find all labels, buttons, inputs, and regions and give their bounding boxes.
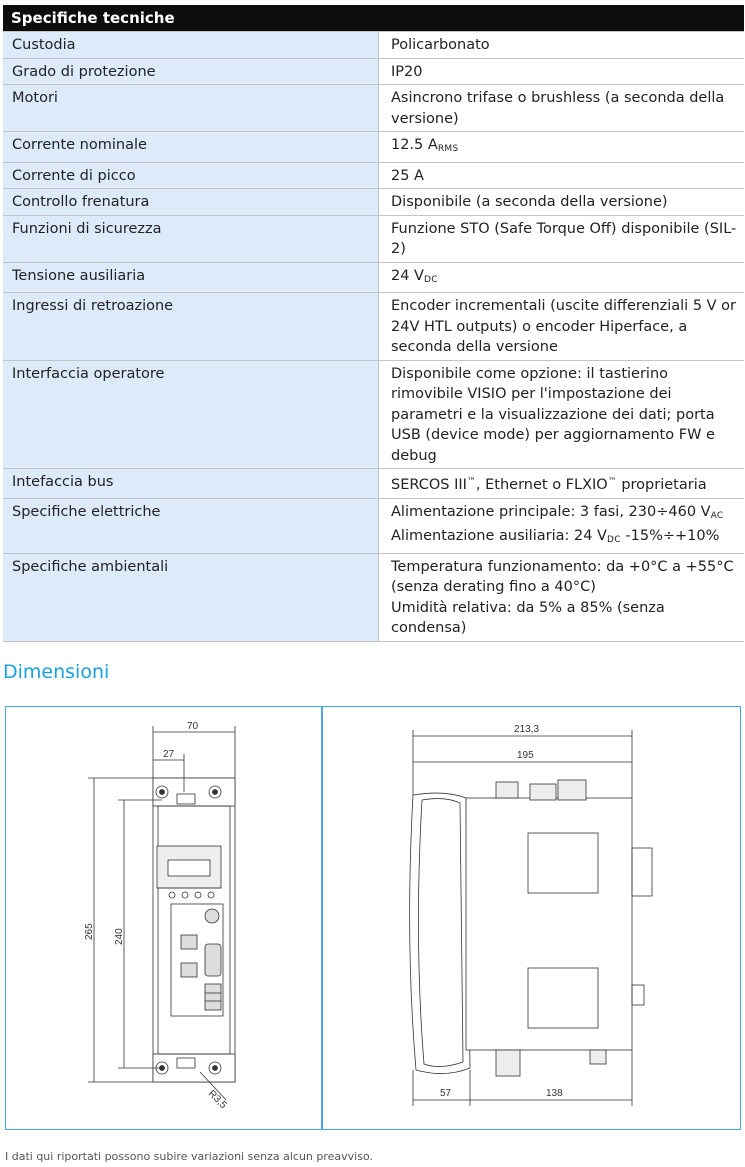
spec-label: Controllo frenatura (3, 189, 379, 216)
screw-icon (160, 790, 165, 795)
side-body-outline (466, 798, 632, 1050)
dim-label-rear-depth: 138 (546, 1088, 563, 1099)
spec-label: Ingressi di retroazione (3, 293, 379, 361)
spec-value: Policarbonato (379, 32, 745, 59)
screw-icon (213, 1066, 218, 1071)
keypad-screen (168, 860, 210, 876)
dim-label-mount-height: 240 (114, 928, 125, 945)
spec-value: Disponibile (a seconda della versione) (379, 189, 745, 216)
spec-value: 25 A (379, 162, 745, 189)
bottom-connector-icon (590, 1050, 606, 1064)
dim-label-offset: 27 (163, 749, 175, 760)
top-connector-icon (558, 780, 586, 800)
trademark-mark: ™ (607, 477, 617, 487)
value-subscript: DC (606, 535, 621, 545)
spec-value: Asincrono trifase o brushless (a seconda della versione) (379, 85, 745, 132)
spec-label: Motori (3, 85, 379, 132)
spec-value: Encoder incrementali (uscite differenziali 5 V or 24V HTL outputs) o encoder Hiperface, a seconda della versione (379, 293, 745, 361)
spec-value: Funzione STO (Safe Torque Off) disponibile (SIL-2) (379, 215, 745, 262)
value-subscript: AC (710, 510, 724, 521)
ethernet-port-icon (181, 963, 197, 977)
spec-label: Custodia (3, 32, 379, 59)
top-bracket (153, 778, 235, 806)
spec-value: Disponibile come opzione: il tastierino rimovibile VISIO per l'impostazione dei parametri e la visualizzazione dei dati; porta USB (device mode) per aggiornamento FW e debug (379, 360, 745, 469)
value-text: Alimentazione principale: 3 fasi, 230÷460 V (391, 503, 711, 520)
dim-label-body-depth: 195 (517, 750, 534, 761)
spec-label: Specifiche elettriche (3, 498, 379, 553)
dim-label-front-depth: 57 (440, 1088, 452, 1099)
dim-label-total-height: 265 (84, 923, 95, 940)
value-text: SERCOS III (391, 477, 467, 493)
value-text: -15%÷+10% (620, 528, 720, 544)
dimensions-title: Dimensioni (3, 661, 110, 683)
value-text: , Ethernet o FLXIO (475, 477, 608, 493)
footer-note: I dati qui riportati possono subire variazioni senza alcun preavviso. (5, 1150, 373, 1163)
top-connector-icon (530, 784, 556, 800)
spec-label: Corrente di picco (3, 162, 379, 189)
spec-label: Interfaccia operatore (3, 360, 379, 469)
rear-heatsink (632, 848, 652, 896)
spec-value: IP20 (379, 58, 745, 85)
value-text: proprietaria (616, 477, 707, 493)
value-subscript: DC (423, 274, 438, 285)
round-connector-icon (205, 909, 219, 923)
spec-label: Specifiche ambientali (3, 553, 379, 641)
dim-label-width: 70 (187, 721, 199, 732)
dim-label-radius: R3,5 (205, 1088, 229, 1112)
value-text: Alimentazione ausiliaria: 24 V (391, 528, 607, 544)
spec-label: Tensione ausiliaria (3, 262, 379, 293)
side-view (410, 724, 652, 1106)
ethernet-port-icon (181, 935, 197, 949)
spec-label: Funzioni di sicurezza (3, 215, 379, 262)
value-subscript: RMS (437, 144, 459, 154)
spec-label: Grado di protezione (3, 58, 379, 85)
top-connector-icon (496, 782, 518, 798)
rear-clip (632, 985, 644, 1005)
value-line: Umidità relativa: da 5% a 85% (senza condensa) (391, 599, 665, 636)
terminal-block-icon (205, 984, 221, 1010)
dsub-connector-icon (205, 944, 221, 976)
value-text: 24 V (391, 267, 424, 284)
bottom-connector-icon (496, 1050, 520, 1076)
spec-label: Corrente nominale (3, 132, 379, 163)
value-text: 12.5 A (391, 137, 438, 153)
spec-title: Specifiche tecniche (3, 5, 744, 32)
screw-icon (213, 790, 218, 795)
front-view (84, 721, 235, 1111)
spec-label: Intefaccia bus (3, 469, 379, 499)
dim-label-total-depth: 213,3 (514, 724, 540, 735)
trademark-mark: ™ (466, 477, 476, 487)
value-line: Temperatura funzionamento: da +0°C a +55°C (senza derating fino a 40°C) (391, 558, 734, 595)
